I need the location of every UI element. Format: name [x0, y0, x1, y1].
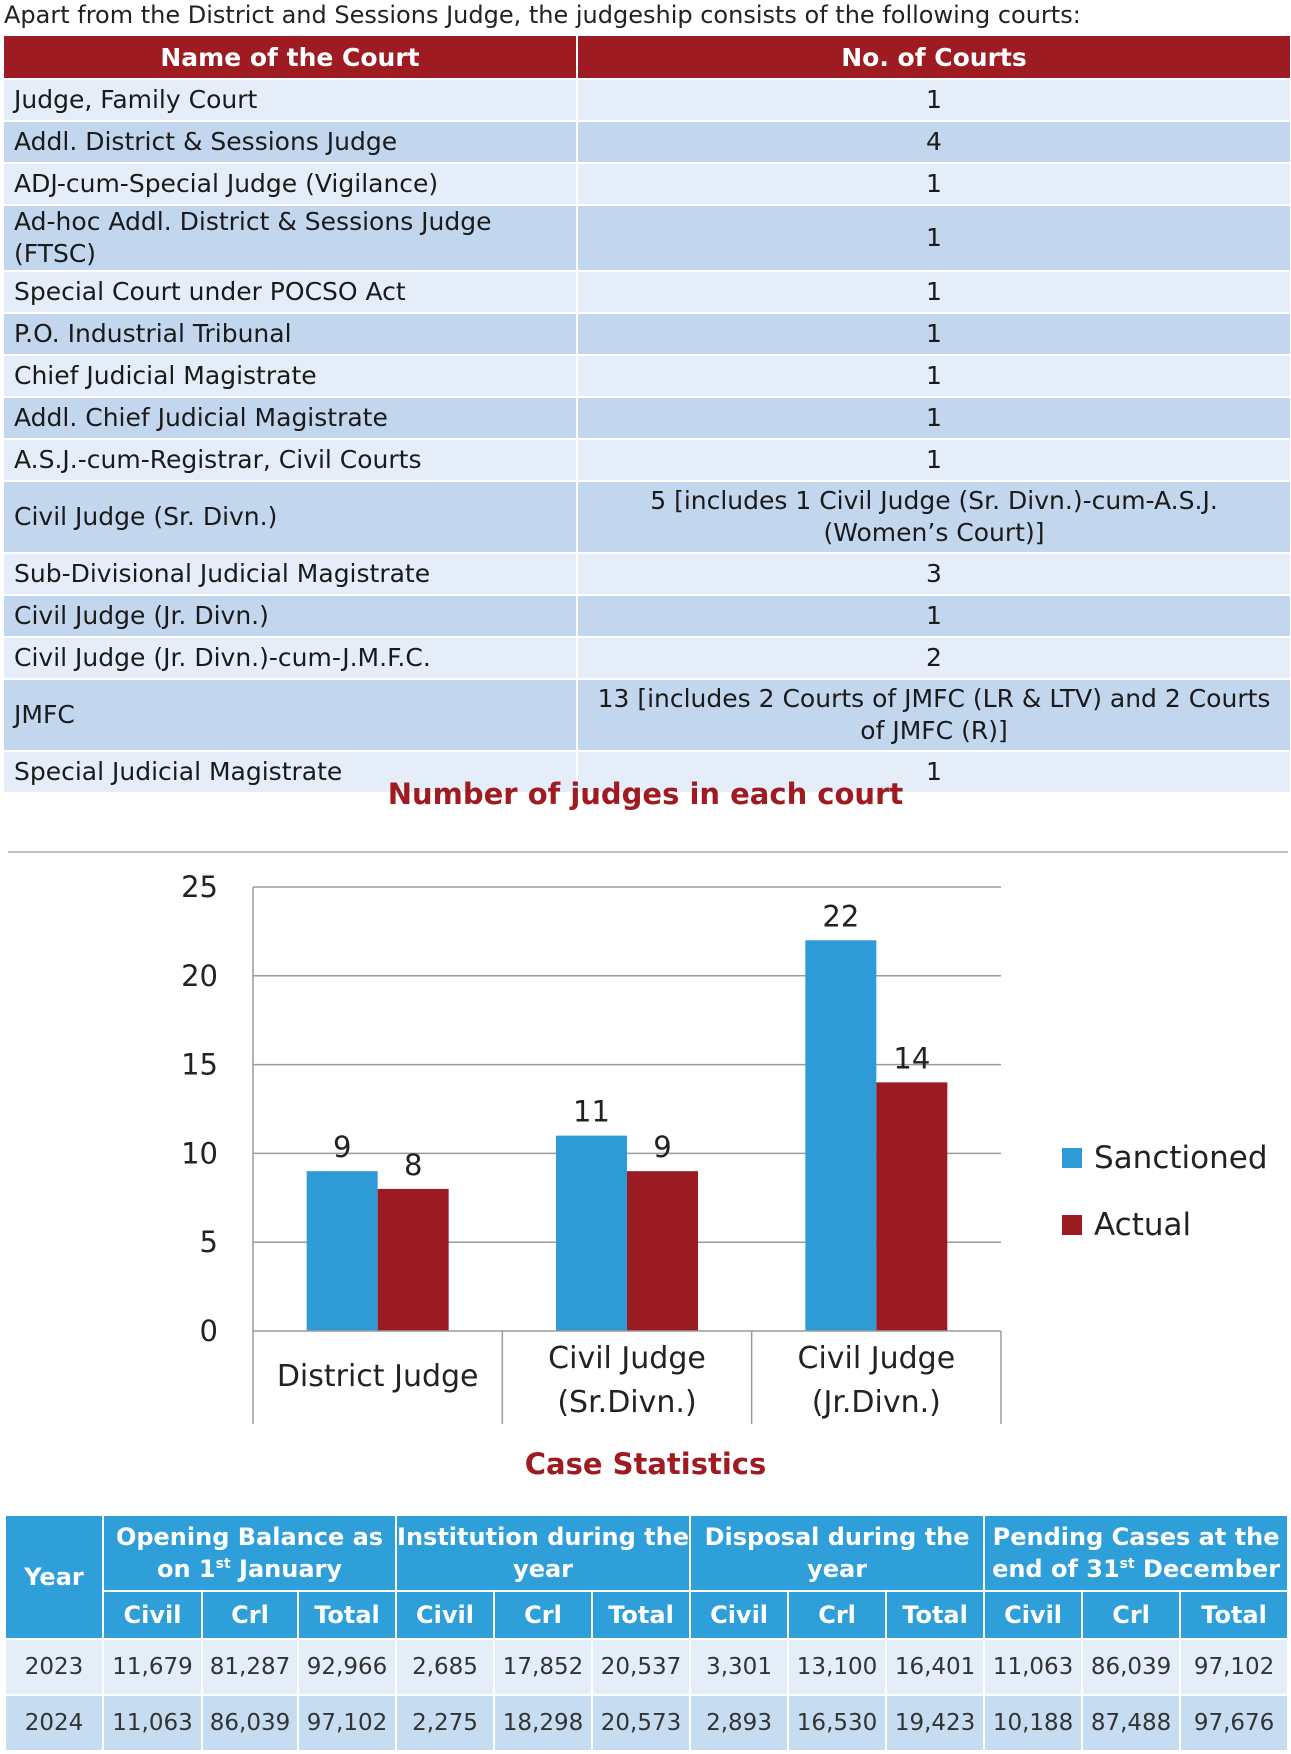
legend-swatch [1062, 1148, 1082, 1168]
x-tick-label: Civil Judge [797, 1341, 956, 1376]
bar-actual [627, 1171, 698, 1331]
value-cell: 18,298 [494, 1695, 592, 1751]
y-tick-label: 25 [181, 870, 218, 904]
value-cell: 86,039 [202, 1695, 298, 1751]
intro-text: Apart from the District and Sessions Judge, the judgeship consists of the following courts: [4, 1, 1081, 29]
subheader-civil: Civil [984, 1591, 1082, 1639]
court-count-cell: 2 [577, 637, 1290, 679]
court-count-cell: 1 [577, 271, 1290, 313]
value-cell: 87,488 [1082, 1695, 1180, 1751]
table-row [4, 313, 1290, 355]
table-row [4, 163, 1290, 205]
value-cell: 17,852 [494, 1639, 592, 1695]
court-name-cell: Civil Judge (Jr. Divn.) [4, 595, 577, 637]
value-cell: 2,275 [396, 1695, 494, 1751]
court-count-cell: 5 [includes 1 Civil Judge (Sr. Divn.)-cum-A.S.J. (Women’s Court)] [577, 481, 1290, 553]
subheader-crl: Crl [1082, 1591, 1180, 1639]
table-row [4, 439, 1290, 481]
data-label: 8 [403, 1147, 423, 1182]
courts-table-header [4, 36, 1290, 79]
table-row [5, 1639, 1288, 1695]
table-row [4, 679, 1290, 751]
data-label: 9 [332, 1130, 352, 1165]
table-row [4, 637, 1290, 679]
year-header: Year [5, 1515, 103, 1639]
value-cell: 16,401 [886, 1639, 984, 1695]
header-court-count: No. of Courts [577, 36, 1290, 79]
header-court-name: Name of the Court [4, 36, 577, 79]
subheader-crl: Crl [494, 1591, 592, 1639]
court-count-cell: 13 [includes 2 Courts of JMFC (LR & LTV) and 2 Courts of JMFC (R)] [577, 679, 1290, 751]
bar-actual [876, 1082, 947, 1331]
value-cell: 20,573 [592, 1695, 690, 1751]
case-statistics-table [4, 1514, 1289, 1752]
value-cell: 81,287 [202, 1639, 298, 1695]
court-name-cell: Civil Judge (Sr. Divn.) [4, 481, 577, 553]
value-cell: 13,100 [788, 1639, 886, 1695]
table-row [4, 355, 1290, 397]
court-name-cell: P.O. Industrial Tribunal [4, 313, 577, 355]
value-cell: 97,102 [1180, 1639, 1288, 1695]
judges-bar-chart [0, 860, 1291, 1440]
year-cell: 2024 [5, 1695, 103, 1751]
table-row [5, 1695, 1288, 1751]
y-tick-label: 0 [199, 1314, 218, 1348]
value-cell: 19,423 [886, 1695, 984, 1751]
subheader-total: Total [886, 1591, 984, 1639]
court-count-cell: 1 [577, 751, 1290, 792]
court-count-cell: 1 [577, 79, 1290, 121]
value-cell: 92,966 [298, 1639, 396, 1695]
value-cell: 2,893 [690, 1695, 788, 1751]
subheader-total: Total [1180, 1591, 1288, 1639]
data-label: 22 [822, 899, 860, 934]
court-name-cell: Chief Judicial Magistrate [4, 355, 577, 397]
court-count-cell: 3 [577, 553, 1290, 595]
subheader-civil: Civil [396, 1591, 494, 1639]
table-row [4, 553, 1290, 595]
x-tick-label: (Jr.Divn.) [811, 1385, 941, 1420]
group-header: Pending Cases at the end of 31st December [984, 1515, 1288, 1591]
table-row [4, 79, 1290, 121]
y-tick-label: 20 [181, 958, 218, 993]
table-row [4, 271, 1290, 313]
table-row [4, 397, 1290, 439]
value-cell: 97,102 [298, 1695, 396, 1751]
value-cell: 20,537 [592, 1639, 690, 1695]
y-tick-label: 10 [181, 1136, 218, 1171]
court-name-cell: A.S.J.-cum-Registrar, Civil Courts [4, 439, 577, 481]
value-cell: 97,676 [1180, 1695, 1288, 1751]
subheader-crl: Crl [788, 1591, 886, 1639]
legend-label: Sanctioned [1094, 1140, 1268, 1176]
court-name-cell: Addl. Chief Judicial Magistrate [4, 397, 577, 439]
data-label: 9 [653, 1130, 672, 1165]
court-name-cell: ADJ-cum-Special Judge (Vigilance) [4, 163, 577, 205]
value-cell: 2,685 [396, 1639, 494, 1695]
court-name-cell: Special Judicial Magistrate [4, 751, 577, 792]
court-name-cell: Addl. District & Sessions Judge [4, 121, 577, 163]
table-row [4, 595, 1290, 637]
legend-label: Actual [1094, 1207, 1192, 1243]
stats-subheader-row [5, 1591, 1288, 1639]
year-cell: 2023 [5, 1639, 103, 1695]
court-count-cell: 1 [577, 313, 1290, 355]
group-header: Disposal during the year [690, 1515, 984, 1591]
y-tick-label: 5 [199, 1225, 218, 1260]
chart-title: Number of judges in each court [387, 777, 904, 811]
court-count-cell: 1 [577, 439, 1290, 481]
stats-title: Case Statistics [524, 1447, 767, 1481]
court-count-cell: 1 [577, 595, 1290, 637]
value-cell: 11,679 [103, 1639, 202, 1695]
value-cell: 16,530 [788, 1695, 886, 1751]
value-cell: 3,301 [690, 1639, 788, 1695]
x-tick-label: Civil Judge [548, 1341, 706, 1376]
court-name-cell: JMFC [4, 679, 577, 751]
group-header: Opening Balance as on 1st January [103, 1515, 396, 1591]
court-count-cell: 1 [577, 355, 1290, 397]
table-row [4, 205, 1290, 271]
subheader-total: Total [592, 1591, 690, 1639]
courts-table [4, 36, 1290, 792]
value-cell: 86,039 [1082, 1639, 1180, 1695]
court-count-cell: 1 [577, 163, 1290, 205]
subheader-civil: Civil [690, 1591, 788, 1639]
x-tick-label: (Sr.Divn.) [557, 1385, 697, 1420]
court-count-cell: 4 [577, 121, 1290, 163]
court-count-cell: 1 [577, 205, 1290, 271]
value-cell: 10,188 [984, 1695, 1082, 1751]
value-cell: 11,063 [103, 1695, 202, 1751]
bar-actual [378, 1189, 449, 1331]
court-name-cell: Sub-Divisional Judicial Magistrate [4, 553, 577, 595]
court-name-cell: Judge, Family Court [4, 79, 577, 121]
stats-group-header-row [5, 1515, 1288, 1591]
legend-swatch [1062, 1215, 1082, 1235]
data-label: 14 [893, 1041, 931, 1076]
y-tick-label: 15 [181, 1047, 218, 1082]
court-name-cell: Ad-hoc Addl. District & Sessions Judge (FTSC) [4, 205, 577, 271]
subheader-crl: Crl [202, 1591, 298, 1639]
bar-sanctioned [805, 940, 876, 1331]
table-row [4, 481, 1290, 553]
court-count-cell: 1 [577, 397, 1290, 439]
table-row [4, 121, 1290, 163]
court-name-cell: Special Court under POCSO Act [4, 271, 577, 313]
bar-sanctioned [556, 1136, 627, 1331]
group-header: Institution during the year [396, 1515, 690, 1591]
x-tick-label: District Judge [276, 1359, 479, 1394]
value-cell: 11,063 [984, 1639, 1082, 1695]
divider [8, 851, 1288, 853]
court-name-cell: Civil Judge (Jr. Divn.)-cum-J.M.F.C. [4, 637, 577, 679]
subheader-civil: Civil [103, 1591, 202, 1639]
bar-sanctioned [307, 1171, 378, 1331]
data-label: 11 [573, 1094, 610, 1129]
subheader-total: Total [298, 1591, 396, 1639]
